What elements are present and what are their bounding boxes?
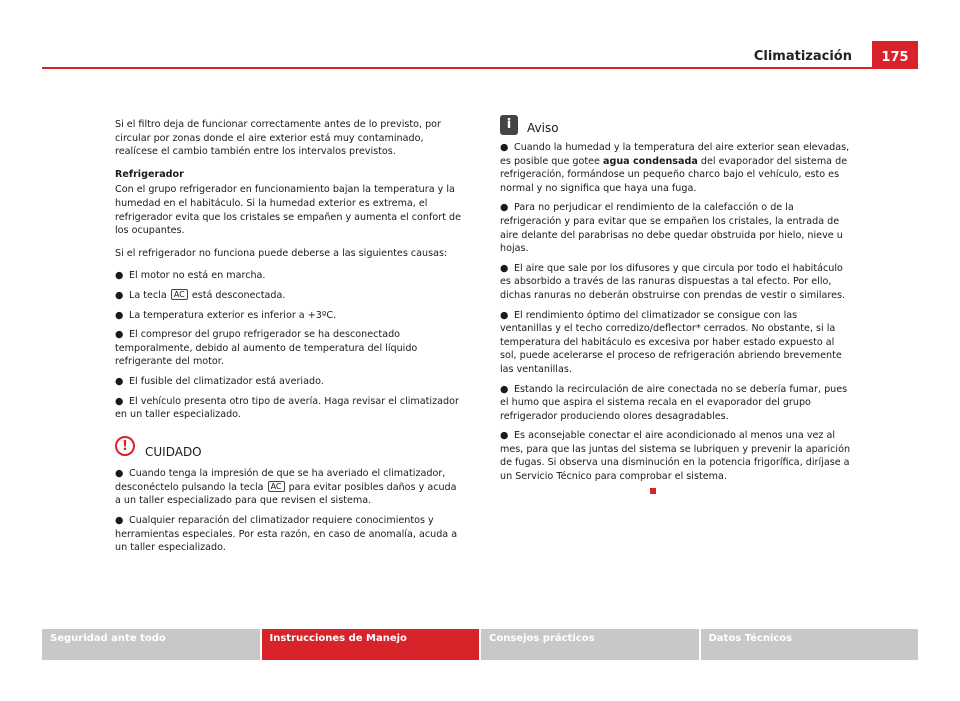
ac-key: AC — [268, 481, 285, 492]
header-rule — [42, 67, 918, 69]
page-number: 175 — [872, 41, 918, 68]
list-item: ● El rendimiento óptimo del climatizador se consigue con las ventanillas y el techo corredizo/deflector* cerrados. No obstante, si la temperatura del habitáculo es excesiva por haber estado expuesto al sol, puede acelerarse el proceso de refrigeración abriendo brevemente las ventanillas. — [500, 309, 842, 375]
ac-key: AC — [171, 289, 188, 300]
list-item: ● Es aconsejable conectar el aire acondicionado al menos una vez al mes, para que las juntas del sistema se lubriquen y prevenir la aparición de fugas. Si observa una disminución en la potencia frigorífica, diríjase a un Servicio Técnico para comprobar el sistema. — [500, 429, 852, 497]
section-subhead: Refrigerador — [115, 168, 184, 180]
list-item: ● El vehículo presenta otro tipo de avería. Haga revisar el climatizador en un taller especializado. — [115, 395, 459, 421]
intro-paragraph: Si el filtro deja de funcionar correctamente antes de lo previsto, por circular por zonas donde el aire exterior está muy contaminado, realícese el cambio también entre los intervalos previstos. — [115, 119, 441, 158]
note-heading — [500, 115, 852, 135]
list-item: ● Cuando la humedad y la temperatura del aire exterior sean elevadas, es posible que gotee agua condensada del evaporador del sistema de refrigeración, formándose un pequeño charco bajo el vehículo, esto es normal y no significa que haya una fuga. — [500, 142, 850, 194]
warning-heading — [115, 440, 465, 460]
footer-tab-instrucciones[interactable]: Instrucciones de Manejo — [262, 629, 482, 660]
footer-tab-datos[interactable]: Datos Técnicos — [701, 629, 919, 660]
causes-intro: Si el refrigerador no funciona puede deberse a las siguientes causas: — [115, 247, 448, 259]
footer-nav — [42, 629, 918, 660]
list-item: ● La tecla AC está desconectada. — [115, 289, 286, 301]
refrigerator-paragraph: Con el grupo refrigerador en funcionamiento bajan la temperatura y la humedad en el habitáculo. Si la humedad exterior es extrema, el refrigerador evita que los cristales se empañen y aumenta el confort de los ocupantes. — [115, 184, 461, 237]
list-item: ● Para no perjudicar el rendimiento de la calefacción o de la refrigeración y para evitar que se empañen los cristales, la entrada de aire delante del parabrisas no debe quedar obstruida por hielo, nieve u hojas. — [500, 202, 843, 255]
list-item: ● El compresor del grupo refrigerador se ha desconectado temporalmente, debido al aumento de temperatura del líquido refrigerante del motor. — [115, 329, 418, 368]
warning-icon: ! — [115, 436, 135, 456]
info-icon: i — [500, 115, 518, 135]
list-item: ● Cuando tenga la impresión de que se ha averiado el climatizador, desconéctelo pulsando la tecla AC para evitar posibles daños y acuda a un taller especializado para que revisen el sistema. — [115, 468, 457, 507]
right-column — [500, 115, 852, 503]
warning-title: CUIDADO — [145, 444, 202, 459]
list-item: ● El motor no está en marcha. — [115, 270, 266, 282]
list-item: ● El aire que sale por los difusores y que circula por todo el habitáculo es absorbido a través de las ranuras dispuestas a tal efecto. Por ello, dichas ranuras no deberán obstruirse con prendas de vestir o similares. — [500, 262, 846, 301]
list-item: ● La temperatura exterior es inferior a +3ºC. — [115, 309, 337, 321]
note-title: Aviso — [527, 121, 559, 136]
section-end-mark — [650, 488, 656, 494]
list-item: ● El fusible del climatizador está averiado. — [115, 375, 324, 387]
left-column — [115, 118, 465, 561]
list-item: ● Estando la recirculación de aire conectada no se debería fumar, pues el humo que aspira el sistema recala en el evaporador del grupo refrigerador produciendo olores desagradables. — [500, 383, 848, 422]
list-item: ● Cualquier reparación del climatizador requiere conocimientos y herramientas especiales. Por esta razón, en caso de anomalía, acuda a un taller especializado. — [115, 515, 458, 554]
page-header-title: Climatización — [753, 49, 852, 64]
footer-tab-seguridad[interactable]: Seguridad ante todo — [42, 629, 262, 660]
footer-tab-consejos[interactable]: Consejos prácticos — [481, 629, 701, 660]
